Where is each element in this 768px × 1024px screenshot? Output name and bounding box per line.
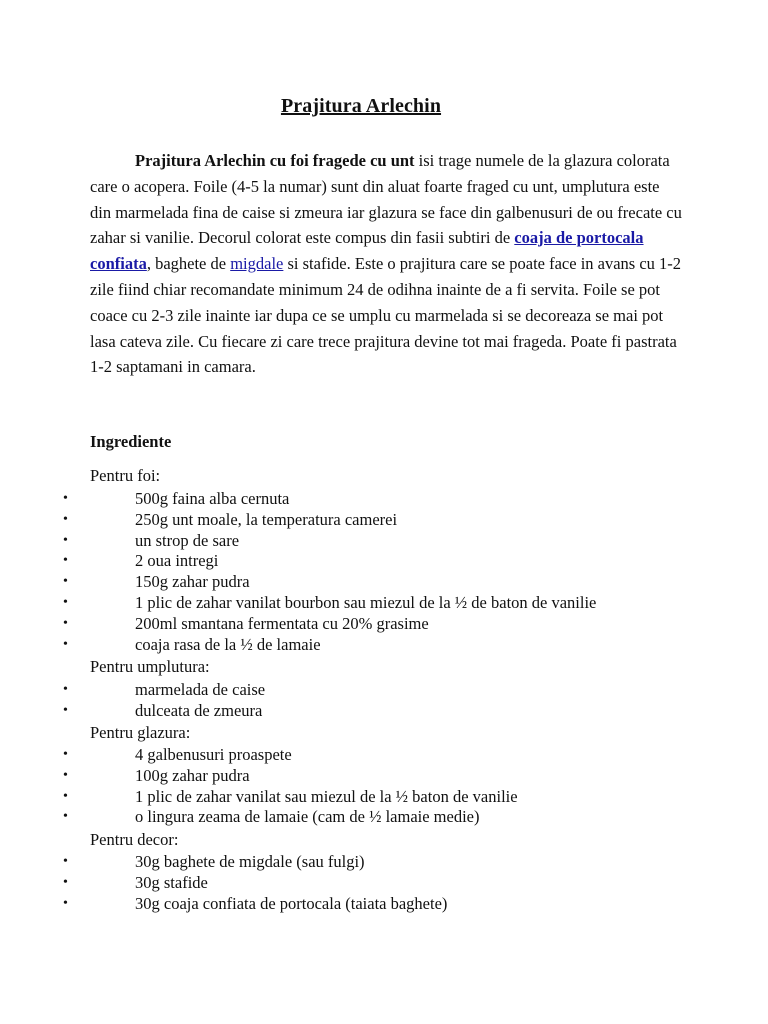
bullet-icon: • (63, 682, 68, 697)
list-glazura (0, 745, 700, 828)
intro-text-2: , baghete de (146, 254, 231, 274)
bullet-icon: • (63, 553, 68, 569)
list-item (0, 766, 700, 787)
intro-text-3: si stafide. Este o prajitura care se poate face in avans cu 1-2 zile fiind chiar recomandate minimum 24 de odihna inainte de a fi servita. Foile se pot coace cu 2-3 zile inainte iar dupa ce se umplu cu marmelada si se decoreaza se mai pot lasa cateva zile. Cu fiecare zi care trece prajitura devine tot mai frageda. Poate fi pastrata 1-2 saptamani in camara. (90, 254, 682, 377)
list-item-text: 1 plic de zahar vanilat bourbon sau miezul de la ½ de baton de vanilie (135, 592, 597, 612)
list-item-text: 30g baghete de migdale (sau fulgi) (135, 852, 365, 871)
list-item (0, 593, 700, 614)
list-item (0, 551, 700, 572)
list-item-text: 30g coaja confiata de portocala (taiata baghete) (135, 893, 448, 913)
bullet-icon: • (63, 594, 68, 610)
section-label-umplutura: Pentru umplutura: (90, 657, 210, 676)
link-migdale[interactable]: migdale (230, 254, 284, 274)
list-item (0, 680, 700, 701)
section-label-decor: Pentru decor: (90, 830, 179, 849)
list-item (0, 745, 700, 766)
bullet-icon: • (63, 895, 68, 911)
intro-paragraph (90, 148, 682, 380)
list-item-text: 2 oua intregi (135, 551, 219, 571)
list-foi (0, 489, 700, 655)
intro-text-1: isi trage numele de la glazura colorata care o acopera. Foile (4-5 la numar) sunt din aluat foarte fraged cu unt, umplutura este din marmelada fina de caise si zmeura iar glazura se face din galbenusuri de ou frecate cu zahar si vanilie. Decorul colorat este compus din fasii subtiri de (90, 151, 682, 248)
list-item (0, 701, 700, 722)
list-item-text: dulceata de zmeura (135, 700, 263, 720)
page-title: Prajitura Arlechin (280, 95, 442, 117)
list-item (0, 894, 700, 915)
list-item-text: un strop de sare (135, 530, 240, 550)
bullet-icon: • (63, 636, 68, 652)
list-umplutura (0, 680, 700, 722)
bullet-icon: • (63, 574, 68, 590)
list-item-text: 100g zahar pudra (135, 765, 250, 785)
bullet-icon: • (63, 532, 68, 548)
list-item (0, 489, 700, 510)
bullet-icon: • (63, 809, 68, 825)
section-label-foi: Pentru foi: (90, 466, 161, 485)
list-item (0, 635, 700, 656)
bullet-icon: • (63, 874, 68, 890)
list-item-text: 200ml smantana fermentata cu 20% grasime (135, 613, 429, 633)
list-item (0, 787, 700, 808)
list-item (0, 614, 700, 635)
list-item-text: 150g zahar pudra (135, 572, 250, 592)
list-item (0, 873, 700, 894)
list-item-text: 250g unt moale, la temperatura camerei (135, 509, 398, 529)
list-item (0, 807, 700, 828)
list-item (0, 572, 700, 593)
bullet-icon: • (63, 702, 68, 718)
list-decor (0, 852, 700, 914)
list-item (0, 510, 700, 531)
list-item (0, 531, 700, 552)
list-item-text: coaja rasa de la ½ de lamaie (135, 634, 321, 654)
link-coaja-portocala[interactable]: coaja de portocala confiata (90, 228, 644, 274)
section-label-glazura: Pentru glazura: (90, 723, 191, 742)
bullet-icon: • (63, 511, 68, 527)
list-item-text: 4 galbenusuri proaspete (135, 745, 292, 764)
bullet-icon: • (63, 854, 68, 869)
bullet-icon: • (63, 615, 68, 631)
list-item-text: 1 plic de zahar vanilat sau miezul de la ½ baton de vanilie (135, 786, 518, 806)
bullet-icon: • (63, 788, 68, 804)
ingredients-heading: Ingrediente (90, 432, 172, 451)
list-item (0, 852, 700, 873)
list-item-text: 500g faina alba cernuta (135, 489, 290, 508)
list-item-text: marmelada de caise (135, 680, 266, 699)
bullet-icon: • (63, 767, 68, 783)
bullet-icon: • (63, 747, 68, 762)
list-item-text: o lingura zeama de lamaie (cam de ½ lamaie medie) (135, 807, 480, 827)
bullet-icon: • (63, 491, 68, 506)
intro-bold-lead: Prajitura Arlechin cu foi fragede cu unt (135, 151, 415, 170)
list-item-text: 30g stafide (135, 872, 208, 892)
